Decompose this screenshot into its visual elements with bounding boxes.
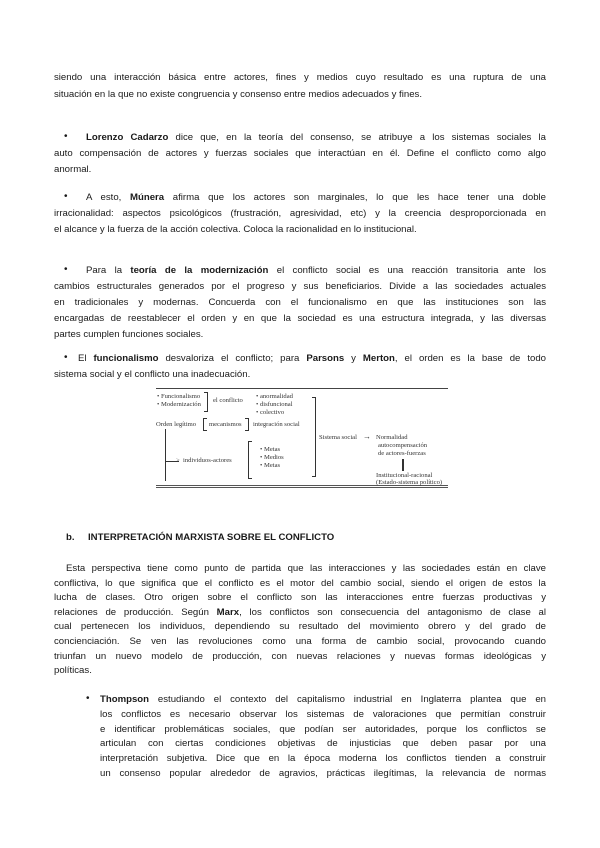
section-marker: b. [66, 532, 75, 543]
text-segment: e identificar problemáticas sociales, que podían ser autoridades, porque los conflictos se [100, 723, 546, 735]
bullet-icon: • [64, 264, 68, 275]
diagram-theory: • Funcionalismo [157, 393, 201, 400]
text-line [54, 651, 546, 666]
text-line [86, 265, 546, 281]
text-segment: sistema social y el conflicto una inadecuación. [54, 369, 251, 380]
text-segment: interpretación subjetiva. Dice que en la época moderna los conflictos tienden a construir [100, 753, 546, 765]
diagram-result: autocompensación [378, 442, 428, 449]
diagram-goal: • Metas [260, 462, 281, 469]
big-bracket [312, 397, 316, 477]
bold-term: Múnera [130, 192, 165, 203]
diagram-goal: • Metas [260, 446, 281, 453]
text-line [54, 208, 546, 224]
text-segment: partes cumplen funciones sociales. [54, 329, 204, 340]
text-line [54, 297, 546, 313]
diagram-institucional: Institucional-racional [376, 472, 433, 479]
text-line [100, 724, 546, 739]
diagram-result: de actores-fuerzas [378, 450, 426, 457]
arrow-icon: → [363, 432, 371, 441]
functionalism-diagram [156, 388, 448, 488]
text-line [54, 329, 546, 345]
text-segment: y [344, 353, 363, 364]
diagram-theory: • Modernización [157, 401, 201, 408]
text-line [54, 578, 546, 593]
text-segment: cual pertenecen los individuos, dependiendo su resultado del movimiento obrero y del grado de [54, 621, 546, 633]
bullet-icon: • [86, 693, 90, 704]
text-line [78, 353, 546, 369]
text-segment: cambios estructurales generados por el progreso y sus beneficiarios. Divide a las sociedades actuales [54, 281, 546, 292]
text-segment: los conflictos es necesario observar los sistemas de valoraciones que permitían construir [100, 708, 546, 720]
text-line [54, 592, 546, 607]
text-segment: dice que, en la teoría del consenso, se atribuye a los sistemas sociales la [168, 132, 546, 143]
diagram-trait: • colectivo [256, 409, 285, 416]
diagram-goal: • Medios [260, 454, 284, 461]
diagram-trait: • anormalidad [256, 393, 293, 400]
text-segment: desvaloriza el conflicto; para [158, 353, 307, 364]
bold-term: Parsons [306, 353, 345, 364]
diagram-institucional: (Estado-sistema político) [376, 479, 443, 486]
bold-term: Merton [362, 353, 395, 364]
text-line [54, 224, 546, 240]
text-line [54, 89, 546, 106]
diagram-sistema: Sistema social [319, 434, 357, 441]
bracket [248, 441, 252, 479]
diagram-trait: • disfuncional [256, 401, 293, 408]
text-segment: políticas. [54, 665, 92, 677]
text-segment: afirma que los actores son marginales, lo que les hace tener una doble [164, 192, 547, 203]
text-line [54, 665, 546, 680]
text-segment: conflictiva, lo que significa que el conflicto es el motor del cambio social, siendo el origen de estos la [54, 577, 546, 589]
section-heading: INTERPRETACIÓN MARXISTA SOBRE EL CONFLICTO [88, 532, 335, 543]
diagram-integracion: integración social [253, 421, 300, 428]
text-line [54, 369, 546, 385]
text-line [54, 72, 546, 89]
text-line [86, 192, 546, 208]
bracket [203, 418, 207, 431]
connector-line [165, 429, 166, 481]
bullet-icon: • [64, 131, 68, 142]
bold-term: Thompson [100, 694, 150, 705]
text-line [100, 738, 546, 753]
text-line [100, 694, 546, 709]
text-line [54, 636, 546, 651]
text-segment: en tradicionales y modernas. Concuerda con el funcionalismo en que las instituciones son las [54, 297, 546, 308]
diagram-result: Normalidad [376, 434, 408, 441]
text-segment: El [78, 353, 94, 364]
text-segment: triunfan un nuevo modelo de producción, con nuevas relaciones y nuevas formas ideológicas y [54, 650, 546, 662]
text-segment: un consenso popular alrededor de agravios, prácticas ilegítimas, la relevancia de normas [100, 768, 546, 779]
text-segment: auto compensación de actores y fuerzas sociales que interactúan en él. Define el conflicto como algo [54, 148, 546, 159]
text-segment: siendo una interacción básica entre actores, fines y medios cuyo resultado es una ruptura de una [54, 72, 546, 83]
arrow-icon: > [176, 457, 180, 464]
text-segment: A esto, [86, 192, 130, 203]
diagram-orden: Orden legítimo [156, 421, 197, 428]
text-segment: estudiando el contexto del capitalismo industrial en Inglaterra plantea que en [149, 694, 546, 705]
text-segment: , los conflictos son consecuencia del antagonismo de clase al [239, 606, 546, 618]
text-line [54, 607, 546, 622]
text-line [54, 164, 546, 180]
diagram-individuos: individuos-actores [183, 457, 232, 464]
text-segment: el alcance y la fuerza de la acción colectiva. Coloca la racionalidad en lo institucional. [54, 224, 417, 235]
text-line [100, 768, 546, 783]
text-line [54, 313, 546, 329]
connector-line [402, 459, 404, 471]
text-segment: Para la [86, 265, 131, 276]
text-line [66, 563, 546, 578]
text-line [86, 132, 546, 148]
text-segment: anormal. [54, 164, 92, 175]
text-segment: lucha de clases. Otro origen sobre el conflicto son las interacciones entre fuerzas productivas y [54, 592, 546, 604]
text-segment: situación en la que no existe congruencia y consenso entre medios adecuados y fines. [54, 89, 422, 100]
text-segment: Esta perspectiva tiene como punto de partida que las interacciones y las sociedades están en clave [66, 563, 546, 574]
text-segment: , el orden es la base de todo [394, 353, 546, 364]
text-line [100, 709, 546, 724]
bold-term: funcionalismo [93, 353, 159, 364]
bracket [245, 418, 249, 431]
bullet-icon: • [64, 191, 68, 202]
text-segment: irracionalidad: aspectos psicológicos (frustración, agresividad, etc) y la creencia desproporcionada en [54, 208, 546, 219]
text-segment: concienciación. Se ven las revoluciones como una forma de cambio social, provocando cuando [54, 636, 546, 647]
bold-term: Marx [216, 606, 240, 618]
text-segment: relaciones de producción. Según [54, 606, 217, 618]
diagram-mecanismos: mecanismos [209, 421, 242, 428]
text-segment: encargadas de reestablecer el orden y en que la sociedad es una estructura integrada, y las diversas [54, 313, 546, 324]
bold-term: Lorenzo Cadarzo [86, 132, 169, 143]
text-segment: el conflicto social es una reacción transitoria ante los [268, 265, 546, 276]
diagram-conflict-label: el conflicto [213, 397, 243, 404]
bracket [204, 392, 208, 412]
text-segment: articulan con ciertas condiciones objetivas de injusticias que deben pasar por una [100, 738, 546, 750]
text-line [54, 281, 546, 297]
bold-term: teoría de la modernización [130, 265, 269, 276]
text-line [54, 621, 546, 636]
text-line [100, 753, 546, 768]
bullet-icon: • [64, 352, 68, 363]
text-line [54, 148, 546, 164]
